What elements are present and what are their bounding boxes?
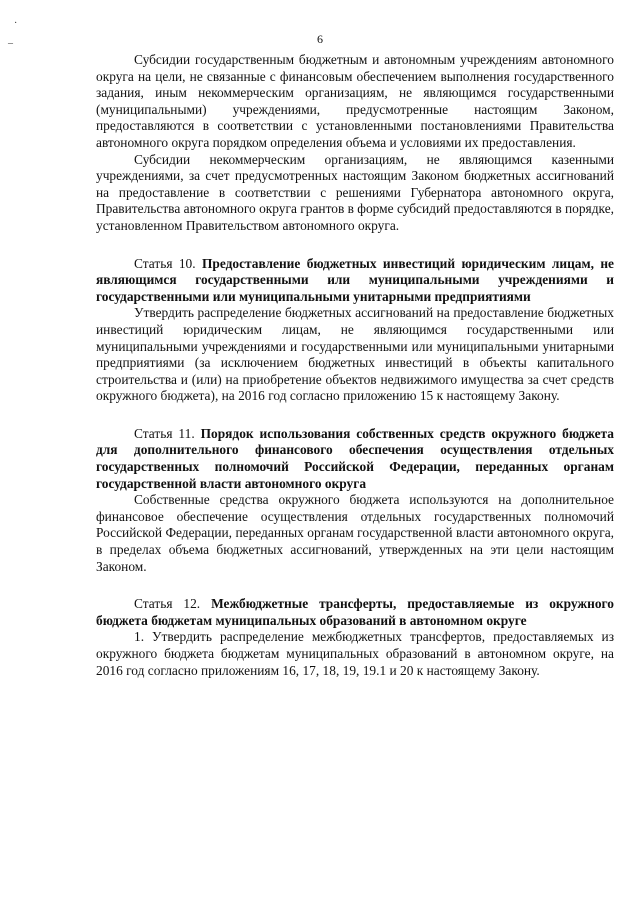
article-10: [96, 256, 614, 405]
article-heading: [96, 426, 614, 492]
margin-mark-top: ·: [14, 18, 18, 29]
paragraph-subsidies-grants: Субсидии некоммерческим организациям, не являющимся казенными учреждениями, за счет предусмотренных настоящим Законом бюджетных ассигнований на предоставление в соответствии с решениями Губернатора автономного округа, Правительства автономного округа грантов в форме субсидий предоставляются в порядке, установленном Правительством автономного округа.: [96, 151, 614, 233]
article-title: Предоставление бюджетных инвестиций юридическим лицам, не являющимся государственными или муниципальными учреждениями и государственными или муниципальными унитарными предприятиями: [96, 255, 614, 304]
article-11: [96, 426, 614, 575]
article-title: Порядок использования собственных средств окружного бюджета для дополнительного финансового обеспечения осуществления отдельных государственных полномочий Российской Федерации, переданных органам государственной власти автономного округа: [96, 425, 614, 491]
article-heading: [96, 596, 614, 629]
article-body: Собственные средства окружного бюджета используются на дополнительное финансовое обеспечение осуществления отдельных государственных полномочий Российской Федерации, переданных органам государственной власти автономного округа, в пределах объема бюджетных ассигнований, утвержденных на эти цели настоящим Законом.: [96, 492, 614, 574]
article-number: Статья 10.: [134, 255, 196, 271]
document-body: [96, 52, 614, 679]
article-number: Статья 11.: [134, 425, 195, 441]
article-title: Межбюджетные трансферты, предоставляемые из окружного бюджета бюджетам муниципальных образований в автономном округе: [96, 596, 614, 628]
page-number: 6: [317, 32, 323, 46]
article-12: [96, 596, 614, 679]
article-body: 1. Утвердить распределение межбюджетных трансфертов, предоставляемых из окружного бюджета бюджетам муниципальных образований в автономном округе, на 2016 год согласно приложениям 16, 17, 18, 19, 19.1 и 20 к настоящему Закону.: [96, 629, 614, 678]
article-body: Утвердить распределение бюджетных ассигнований на предоставление бюджетных инвестиций юридическим лицам, не являющимся государственными или муниципальными учреждениями и государственными или муниципальными унитарными предприятиями (за исключением бюджетных инвестиций в объекты капитального строительства и (или) на приобретение объектов недвижимого имущества за счет средств окружного бюджета), на 2016 год согласно приложению 15 к настоящему Закону.: [96, 305, 614, 404]
paragraph-subsidies-institutions: Субсидии государственным бюджетным и автономным учреждениям автономного округа на цели, не связанные с финансовым обеспечением выполнения государственного задания, иным некоммерческим организациям, не являющимся государственными (муниципальными) учреждениями, предусмотренные настоящим Законом, предоставляются в соответствии с установленными постановлениями Правительства автономного округа порядком определения объема и условиями их предоставления.: [96, 52, 614, 150]
margin-mark-bottom: –: [8, 38, 13, 49]
article-number: Статья 12.: [134, 596, 201, 612]
article-heading: [96, 256, 614, 306]
